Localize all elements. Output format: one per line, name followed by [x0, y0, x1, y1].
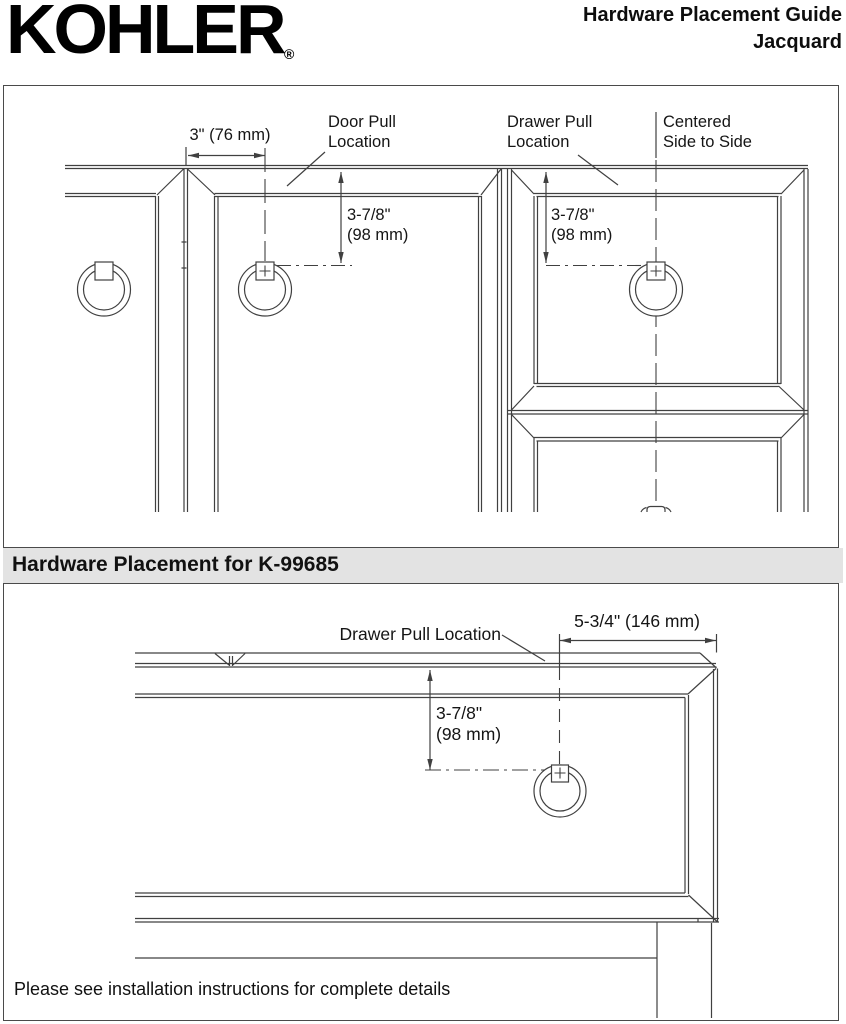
arrow-left — [188, 153, 199, 158]
arrow-right — [254, 153, 265, 158]
drop-dimension-label-2: 3-7/8" (98 mm) — [436, 703, 502, 744]
section-banner-title: Hardware Placement for K-99685 — [12, 553, 339, 576]
kohler-logo: KOHLER — [6, 0, 284, 68]
drawer-drop-dimension-label: 3-7/8" (98 mm) — [551, 206, 613, 244]
dimension-label-5-3-4: 5-3/4" (146 mm) — [574, 611, 700, 631]
arrow-right — [705, 638, 716, 643]
ring-pull-top-drawer — [630, 262, 683, 316]
ring-pull-left-door — [78, 262, 131, 316]
arrow-up — [338, 172, 343, 183]
arrow-down — [338, 252, 343, 263]
arrow-down — [427, 759, 432, 770]
ring-pull-bottom-drawer-partial — [641, 507, 671, 513]
arrow-down — [543, 252, 548, 263]
registered-mark: ® — [284, 46, 295, 62]
drawer-pull-location-label-2: Drawer Pull Location — [339, 624, 501, 644]
guide-title: Hardware Placement Guide — [583, 4, 842, 26]
arrow-up — [543, 172, 548, 183]
centered-side-to-side-label: Centered Side to Side — [663, 113, 752, 151]
dimension-label-3in: 3" (76 mm) — [189, 126, 271, 144]
ring-pull-k99685-drawer — [534, 765, 586, 817]
footer-note: Please see installation instructions for complete details — [14, 979, 451, 999]
diagram1-cabinet-lines — [65, 166, 808, 513]
door-drop-dimension-label: 3-7/8" (98 mm) — [347, 206, 409, 244]
diagram2-cabinet-lines — [135, 653, 719, 1018]
arrow-up — [427, 670, 432, 681]
drawer-pull-location-label: Drawer Pull Location — [507, 113, 593, 151]
door-pull-location-label: Door Pull Location — [328, 113, 396, 151]
diagram2-dimension-lines — [425, 634, 717, 770]
arrow-left — [560, 638, 571, 643]
collection-name: Jacquard — [753, 31, 842, 53]
ring-pull-right-door — [239, 262, 292, 316]
